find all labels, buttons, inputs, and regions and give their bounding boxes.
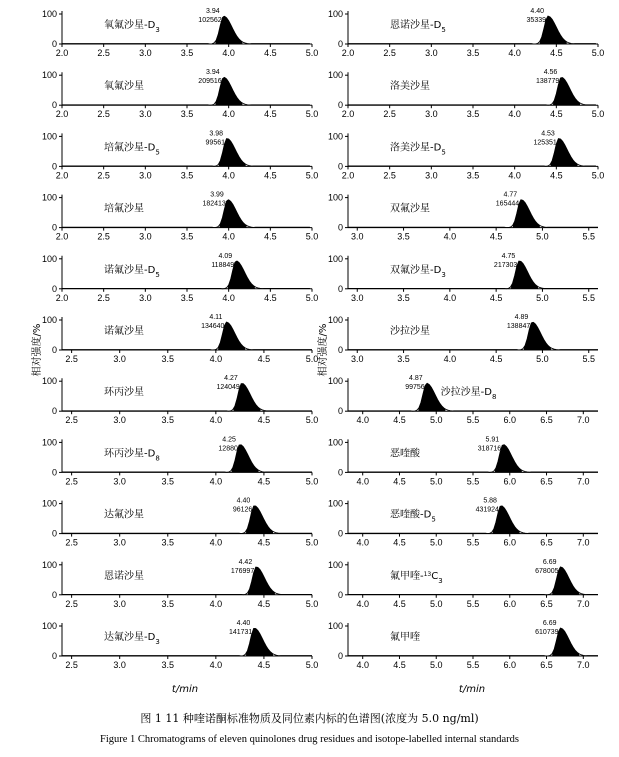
panel-right-9-peak-rt-label: 6.69 xyxy=(542,558,557,566)
panel-right-10-xtick-label: 5.5 xyxy=(466,660,480,670)
panel-right-2-peak-rt-label: 4.53 xyxy=(541,130,555,138)
panel-right-10-peak-area-label: 610739 xyxy=(535,629,559,636)
panel-left-9-peak-area-label: 176997 xyxy=(230,567,255,575)
panel-left-6-xtick-label: 4.0 xyxy=(209,415,223,426)
panel-left-5-trace xyxy=(62,322,312,350)
panel-right-9-xtick-label: 5.5 xyxy=(466,598,480,609)
panel-right-5-peak-area-label: 138847 xyxy=(506,323,531,330)
panel-left-6-peak-area-label: 124049 xyxy=(216,384,240,392)
panel-right-3-trace xyxy=(348,200,598,228)
panel-right-7-xtick-label: 7.0 xyxy=(577,476,590,487)
panel-right-1-xtick-label: 2.0 xyxy=(341,109,355,120)
panel-left-3-xtick-label: 2.5 xyxy=(97,231,110,242)
panel-left-0-ytick-label: 100 xyxy=(41,9,57,19)
panel-left-4-peak-rt-label: 4.09 xyxy=(218,252,233,260)
panel-right-9-xtick-label: 4.5 xyxy=(393,598,406,609)
panel-right-10-xtick-label: 5.0 xyxy=(429,660,443,670)
panel-left-5-xtick-label: 2.5 xyxy=(65,354,78,364)
panel-left-1-xtick-label: 2.0 xyxy=(55,109,69,120)
panel-left-0-compound-label: 氧氟沙星$-D_3$ xyxy=(104,20,160,34)
panel-right-7-xtick-label: 5.5 xyxy=(466,476,480,487)
panel-left-1-xtick-label: 3.5 xyxy=(180,109,194,120)
panel-left-7-xtick-label: 3.0 xyxy=(113,476,126,487)
panel-right-5-xtick-label: 4.5 xyxy=(489,354,503,364)
panel-left-6-xtick-label: 5.0 xyxy=(305,415,319,426)
panel-right-4-peak-area-label: 217303 xyxy=(493,261,518,269)
panel-right-2-xtick-label: 3.0 xyxy=(425,170,438,181)
panel-left-8-ytick-label: 0 xyxy=(51,528,57,539)
panel-left-1-peak-area-label: 209516 xyxy=(198,78,222,86)
panel-left-2-xtick-label: 4.5 xyxy=(264,170,277,181)
panel-left-8-xtick-label: 4.0 xyxy=(209,537,223,548)
panel-right-6-xtick-label: 6.0 xyxy=(503,415,517,426)
panel-right-1-xtick-label: 4.5 xyxy=(550,109,563,120)
panel-left-0-trace xyxy=(62,16,310,44)
panel-left-7-peak-area-label: 12880 xyxy=(218,445,238,453)
panel-right-6-ytick-label: 100 xyxy=(327,376,343,387)
panel-right-3-peak-rt-label: 4.77 xyxy=(503,191,518,199)
panel-left-2-trace xyxy=(62,139,310,167)
panel-left-7-xtick-label: 3.5 xyxy=(161,476,175,487)
panel-left-3-peak-rt-label: 3.99 xyxy=(210,191,224,199)
panel-right-1-xtick-label: 5.0 xyxy=(591,109,605,120)
panel-right-5-xtick-label: 5.5 xyxy=(582,354,595,364)
panel-left-4-trace xyxy=(62,261,310,289)
panel-right-10-xtick-label: 6.5 xyxy=(540,660,553,670)
panel-left-3-peak-area-label: 182413 xyxy=(202,200,226,208)
panel-left-7-compound-label: 环丙沙星$-D_8$ xyxy=(104,448,160,463)
panel-left-0-ytick-label: 0 xyxy=(51,39,57,49)
panel-left-10-peak-rt-label: 4.40 xyxy=(236,620,251,627)
panel-right-0-xtick-label: 5.0 xyxy=(591,48,605,58)
panel-right-8-xtick-label: 7.0 xyxy=(577,537,590,548)
panel-right-7-xtick-label: 5.0 xyxy=(429,476,443,487)
panel-left-3-xtick-label: 2.0 xyxy=(55,231,69,242)
figure-caption-chinese: 图 1 11 种喹诺酮标准物质及同位素内标的色谱图(浓度为 5.0 ng/ml) xyxy=(140,712,479,725)
panel-right-10-compound-label: 氟甲喹 xyxy=(390,632,420,643)
panel-right-0-xtick-label: 3.5 xyxy=(466,48,480,58)
panel-right-8-compound-label: 恶喹酸$-D_5$ xyxy=(390,509,436,524)
panel-left-8-peak-rt-label: 4.40 xyxy=(236,497,251,505)
panel-left-1-compound-label: 氧氟沙星 xyxy=(104,81,144,93)
panel-left-6-compound-label: 环丙沙星 xyxy=(104,387,144,399)
panel-right-8-xtick-label: 5.0 xyxy=(429,537,443,548)
panel-right-4-xtick-label: 4.0 xyxy=(443,292,457,303)
panel-right-7-xtick-label: 6.5 xyxy=(540,476,553,487)
panel-right-8-trace xyxy=(348,506,598,534)
panel-right-10-xtick-label: 4.0 xyxy=(356,660,369,670)
panel-left-10-ytick-label: 100 xyxy=(41,621,57,631)
panel-right-8-ytick-label: 100 xyxy=(327,498,343,509)
panel-left-2-ytick-label: 100 xyxy=(41,131,57,142)
panel-right-7-ytick-label: 0 xyxy=(337,467,343,478)
panel-right-9-compound-label: 氟甲喹$-^{13}C_3$ xyxy=(390,570,443,585)
panel-right-8-xtick-label: 5.5 xyxy=(466,537,480,548)
x-axis-label-left: t/min xyxy=(171,684,199,695)
panel-left-9-xtick-label: 2.5 xyxy=(65,598,78,609)
panel-right-6-xtick-label: 7.0 xyxy=(577,415,590,426)
panel-left-1-xtick-label: 4.0 xyxy=(222,109,235,120)
panel-left-8-ytick-label: 100 xyxy=(41,498,57,509)
panel-left-0-xtick-label: 5.0 xyxy=(305,48,319,58)
panel-left-6-trace xyxy=(62,384,312,411)
panel-left-2-xtick-label: 4.0 xyxy=(222,170,235,181)
panel-left-8-xtick-label: 3.5 xyxy=(161,537,175,548)
panel-right-1-peak-rt-label: 4.56 xyxy=(543,69,558,77)
panel-left-7-trace xyxy=(62,445,312,473)
panel-right-8-peak-area-label: 431924 xyxy=(475,506,499,514)
panel-right-5-ytick-label: 0 xyxy=(337,345,343,355)
panel-right-6-peak-area-label: 99756 xyxy=(405,384,425,392)
panel-left-2-xtick-label: 2.5 xyxy=(97,170,110,181)
panel-right-6-compound-label: 沙拉沙星$-D_8$ xyxy=(440,387,497,402)
panel-right-7-xtick-label: 6.0 xyxy=(503,476,517,487)
panel-left-5-peak-rt-label: 4.11 xyxy=(209,314,223,321)
panel-left-9-xtick-label: 3.0 xyxy=(113,598,126,609)
panel-left-1-peak-rt-label: 3.94 xyxy=(206,69,220,77)
panel-right-2-peak-area-label: 125351 xyxy=(533,139,557,147)
panel-left-10-xtick-label: 4.0 xyxy=(209,660,223,670)
panel-right-1-peak-area-label: 138779 xyxy=(535,78,560,86)
panel-right-7-ytick-label: 100 xyxy=(327,437,343,448)
panel-left-0-peak-rt-label: 3.94 xyxy=(206,8,220,15)
panel-left-2-peak-rt-label: 3.98 xyxy=(209,130,223,138)
panel-left-4-ytick-label: 100 xyxy=(41,253,57,264)
panel-left-1-xtick-label: 4.5 xyxy=(264,109,277,120)
panel-right-0-xtick-label: 4.5 xyxy=(550,48,563,58)
panel-left-2-xtick-label: 5.0 xyxy=(305,170,319,181)
panel-right-3-xtick-label: 5.0 xyxy=(536,231,549,242)
panel-right-0-xtick-label: 3.0 xyxy=(425,48,438,58)
panel-right-2-xtick-label: 3.5 xyxy=(466,170,480,181)
panel-left-7-xtick-label: 4.0 xyxy=(209,476,223,487)
panel-right-2-xtick-label: 4.0 xyxy=(508,170,521,181)
panel-right-9-peak-area-label: 678005 xyxy=(535,567,559,575)
panel-right-2-ytick-label: 100 xyxy=(327,131,343,142)
panel-right-1-xtick-label: 4.0 xyxy=(508,109,521,120)
panel-left-10-xtick-label: 3.0 xyxy=(113,660,126,670)
panel-right-6-xtick-label: 5.5 xyxy=(466,415,480,426)
panel-right-3-peak-area-label: 165444 xyxy=(495,200,520,208)
panel-right-6-xtick-label: 5.0 xyxy=(429,415,443,426)
panel-left-8-compound-label: 达氟沙星 xyxy=(104,509,144,521)
panel-right-5-compound-label: 沙拉沙星 xyxy=(390,326,430,337)
panel-right-5-ytick-label: 100 xyxy=(327,315,343,325)
panel-left-1-xtick-label: 5.0 xyxy=(305,109,319,120)
panel-left-9-xtick-label: 4.0 xyxy=(209,598,223,609)
y-axis-label-right: 相对强度/% xyxy=(318,323,329,377)
panel-left-4-xtick-label: 5.0 xyxy=(305,292,319,303)
panel-left-3-xtick-label: 5.0 xyxy=(305,231,319,242)
panel-left-4-xtick-label: 3.0 xyxy=(139,292,152,303)
panel-left-2-xtick-label: 2.0 xyxy=(55,170,69,181)
panel-right-1-xtick-label: 2.5 xyxy=(383,109,396,120)
panel-left-10-trace xyxy=(62,629,312,656)
panel-left-10-xtick-label: 4.5 xyxy=(257,660,271,670)
panel-right-5-peak-rt-label: 4.89 xyxy=(514,314,529,321)
panel-left-10-xtick-label: 3.5 xyxy=(161,660,175,670)
panel-right-9-xtick-label: 5.0 xyxy=(429,598,443,609)
panel-right-4-ytick-label: 100 xyxy=(327,253,343,264)
panel-left-2-xtick-label: 3.0 xyxy=(139,170,152,181)
panel-right-8-xtick-label: 6.0 xyxy=(503,537,517,548)
panel-left-10-xtick-label: 2.5 xyxy=(65,660,78,670)
panel-right-8-xtick-label: 4.0 xyxy=(356,537,369,548)
panel-left-4-xtick-label: 3.5 xyxy=(180,292,194,303)
panel-left-5-xtick-label: 4.0 xyxy=(209,354,223,364)
panel-right-9-xtick-label: 6.5 xyxy=(540,598,553,609)
panel-left-5-xtick-label: 3.5 xyxy=(161,354,175,364)
panel-right-3-ytick-label: 100 xyxy=(327,192,343,203)
panel-right-0-xtick-label: 2.0 xyxy=(341,48,355,58)
panel-left-6-xtick-label: 4.5 xyxy=(257,415,271,426)
panel-right-4-xtick-label: 5.0 xyxy=(536,292,549,303)
panel-left-8-trace xyxy=(62,506,312,533)
panel-right-6-xtick-label: 4.5 xyxy=(393,415,406,426)
panel-right-4-xtick-label: 3.0 xyxy=(351,292,364,303)
panel-left-2-ytick-label: 0 xyxy=(51,161,57,172)
panel-right-7-peak-rt-label: 5.91 xyxy=(485,436,500,444)
panel-left-3-xtick-label: 4.5 xyxy=(264,231,277,242)
panel-right-10-ytick-label: 100 xyxy=(327,621,343,631)
panel-left-8-xtick-label: 3.0 xyxy=(113,537,126,548)
panel-right-3-xtick-label: 5.5 xyxy=(582,231,595,242)
panel-left-3-compound-label: 培氟沙星 xyxy=(104,203,144,215)
panel-left-6-ytick-label: 100 xyxy=(41,376,57,387)
panel-left-3-trace xyxy=(62,200,310,228)
panel-right-3-xtick-label: 4.0 xyxy=(443,231,457,242)
panel-left-9-trace xyxy=(62,567,312,595)
panel-right-4-xtick-label: 4.5 xyxy=(489,292,503,303)
panel-left-10-xtick-label: 5.0 xyxy=(305,660,319,670)
panel-left-5-xtick-label: 3.0 xyxy=(113,354,126,364)
panel-right-10-ytick-label: 0 xyxy=(337,651,343,661)
panel-right-6-ytick-label: 0 xyxy=(337,406,343,417)
panel-left-1-xtick-label: 3.0 xyxy=(139,109,152,120)
panel-right-2-xtick-label: 2.0 xyxy=(341,170,355,181)
panel-right-4-ytick-label: 0 xyxy=(337,283,343,294)
panel-left-7-xtick-label: 4.5 xyxy=(257,476,271,487)
panel-right-1-ytick-label: 0 xyxy=(337,100,343,111)
panel-left-9-xtick-label: 4.5 xyxy=(257,598,271,609)
panel-left-8-xtick-label: 5.0 xyxy=(305,537,319,548)
panel-left-9-peak-rt-label: 4.42 xyxy=(238,558,253,566)
panel-right-5-xtick-label: 4.0 xyxy=(443,354,457,364)
panel-left-4-compound-label: 诺氟沙星$-D_5$ xyxy=(104,264,160,279)
panel-left-7-ytick-label: 100 xyxy=(41,437,57,448)
panel-left-8-xtick-label: 4.5 xyxy=(257,537,271,548)
panel-right-10-xtick-label: 4.5 xyxy=(393,660,406,670)
panel-right-7-trace xyxy=(348,445,598,473)
panel-left-0-xtick-label: 4.5 xyxy=(264,48,277,58)
panel-right-4-compound-label: 双氟沙星$-D_3$ xyxy=(390,264,446,279)
panel-left-10-compound-label: 达氟沙星$-D_3$ xyxy=(104,632,160,646)
panel-left-5-xtick-label: 5.0 xyxy=(305,354,319,364)
panel-left-0-xtick-label: 3.0 xyxy=(139,48,152,58)
panel-left-1-xtick-label: 2.5 xyxy=(97,109,110,120)
panel-right-0-xtick-label: 2.5 xyxy=(383,48,396,58)
panel-left-5-peak-area-label: 134640 xyxy=(201,323,225,330)
panel-left-10-ytick-label: 0 xyxy=(51,651,57,661)
panel-left-2-xtick-label: 3.5 xyxy=(180,170,194,181)
panel-left-5-ytick-label: 100 xyxy=(41,315,57,325)
y-axis-label-left: 相对强度/% xyxy=(32,323,43,377)
panel-right-5-xtick-label: 3.5 xyxy=(397,354,410,364)
x-axis-label-right: t/min xyxy=(458,684,486,695)
panel-left-0-peak-area-label: 102562 xyxy=(198,17,222,24)
panel-right-6-xtick-label: 4.0 xyxy=(356,415,369,426)
panel-left-6-xtick-label: 2.5 xyxy=(65,415,78,426)
panel-right-2-ytick-label: 0 xyxy=(337,161,343,172)
panel-right-5-trace xyxy=(348,322,598,350)
panel-left-3-xtick-label: 3.0 xyxy=(139,231,152,242)
panel-right-6-peak-rt-label: 4.87 xyxy=(409,375,423,383)
panel-left-1-ytick-label: 0 xyxy=(51,100,57,111)
panel-left-5-ytick-label: 0 xyxy=(51,345,57,355)
panel-right-8-ytick-label: 0 xyxy=(337,528,343,539)
panel-right-10-peak-rt-label: 6.69 xyxy=(542,620,557,627)
panel-right-2-compound-label: 洛美沙星$-D_5$ xyxy=(390,142,446,157)
panel-right-0-ytick-label: 100 xyxy=(327,9,343,19)
panel-left-10-peak-area-label: 141731 xyxy=(228,629,253,636)
panel-right-9-xtick-label: 7.0 xyxy=(577,598,590,609)
panel-right-2-xtick-label: 4.5 xyxy=(550,170,563,181)
panel-left-4-peak-area-label: 118849 xyxy=(211,261,235,269)
panel-left-5-xtick-label: 4.5 xyxy=(257,354,271,364)
panel-right-9-xtick-label: 6.0 xyxy=(503,598,517,609)
panel-left-1-ytick-label: 100 xyxy=(41,70,57,81)
panel-right-1-xtick-label: 3.5 xyxy=(466,109,480,120)
panel-left-0-xtick-label: 2.5 xyxy=(97,48,110,58)
panel-right-4-trace xyxy=(348,261,598,289)
panel-right-9-xtick-label: 4.0 xyxy=(356,598,369,609)
panel-left-3-ytick-label: 0 xyxy=(51,222,57,233)
panel-left-9-ytick-label: 0 xyxy=(51,589,57,600)
figure-caption-english: Figure 1 Chromatograms of eleven quinolones drug residues and isotope-labelled internal standards xyxy=(99,734,520,745)
panel-right-3-ytick-label: 0 xyxy=(337,222,343,233)
panel-left-7-peak-rt-label: 4.25 xyxy=(222,436,236,444)
panel-right-0-peak-area-label: 35339 xyxy=(526,17,546,24)
panel-left-4-xtick-label: 2.0 xyxy=(55,292,69,303)
panel-left-0-xtick-label: 3.5 xyxy=(180,48,194,58)
panel-right-4-peak-rt-label: 4.75 xyxy=(501,252,516,260)
panel-right-7-peak-area-label: 318716 xyxy=(477,445,502,453)
panel-right-0-ytick-label: 0 xyxy=(337,39,343,49)
panel-right-9-ytick-label: 0 xyxy=(337,589,343,600)
panel-right-1-ytick-label: 100 xyxy=(327,70,343,81)
panel-left-3-xtick-label: 3.5 xyxy=(180,231,194,242)
panel-left-5-compound-label: 诺氟沙星 xyxy=(104,326,144,337)
panel-left-9-xtick-label: 5.0 xyxy=(305,598,319,609)
panel-right-9-ytick-label: 100 xyxy=(327,559,343,570)
panel-left-8-xtick-label: 2.5 xyxy=(65,537,78,548)
panel-left-1-trace xyxy=(62,77,310,105)
panel-left-4-ytick-label: 0 xyxy=(51,283,57,294)
panel-right-7-xtick-label: 4.5 xyxy=(393,476,406,487)
panel-left-2-peak-area-label: 99561 xyxy=(205,139,225,147)
panel-right-3-xtick-label: 3.5 xyxy=(397,231,410,242)
panel-right-0-peak-rt-label: 4.40 xyxy=(530,8,544,15)
panel-right-3-compound-label: 双氟沙星 xyxy=(390,203,430,215)
panel-left-6-xtick-label: 3.0 xyxy=(113,415,126,426)
panel-right-0-xtick-label: 4.0 xyxy=(508,48,521,58)
panel-left-6-ytick-label: 0 xyxy=(51,406,57,417)
panel-right-2-xtick-label: 2.5 xyxy=(383,170,396,181)
panel-left-9-xtick-label: 3.5 xyxy=(161,598,175,609)
panel-right-7-compound-label: 恶喹酸 xyxy=(390,448,420,460)
panel-left-7-ytick-label: 0 xyxy=(51,467,57,478)
panel-left-9-ytick-label: 100 xyxy=(41,559,57,570)
panel-right-8-xtick-label: 6.5 xyxy=(540,537,553,548)
panel-left-7-xtick-label: 5.0 xyxy=(305,476,319,487)
panel-left-6-peak-rt-label: 4.27 xyxy=(224,375,238,383)
panel-right-7-xtick-label: 4.0 xyxy=(356,476,369,487)
panel-left-3-ytick-label: 100 xyxy=(41,192,57,203)
panel-right-10-xtick-label: 7.0 xyxy=(577,660,590,670)
panel-left-0-xtick-label: 2.0 xyxy=(55,48,69,58)
panel-left-4-xtick-label: 2.5 xyxy=(97,292,110,303)
panel-right-6-xtick-label: 6.5 xyxy=(540,415,553,426)
panel-left-8-peak-area-label: 96126 xyxy=(232,506,253,514)
panel-right-4-xtick-label: 5.5 xyxy=(582,292,595,303)
panel-left-3-xtick-label: 4.0 xyxy=(222,231,235,242)
panel-left-4-xtick-label: 4.5 xyxy=(264,292,277,303)
panel-right-1-compound-label: 洛美沙星 xyxy=(390,81,430,93)
panel-right-5-xtick-label: 3.0 xyxy=(351,354,364,364)
panel-left-6-xtick-label: 3.5 xyxy=(161,415,175,426)
panel-right-3-xtick-label: 4.5 xyxy=(489,231,503,242)
panel-left-4-xtick-label: 4.0 xyxy=(222,292,235,303)
panel-left-2-compound-label: 培氟沙星$-D_5$ xyxy=(104,142,160,157)
panel-right-5-xtick-label: 5.0 xyxy=(536,354,549,364)
panel-right-10-xtick-label: 6.0 xyxy=(503,660,517,670)
panel-right-0-compound-label: 恩诺沙星$-D_5$ xyxy=(390,20,446,34)
panel-right-2-xtick-label: 5.0 xyxy=(591,170,605,181)
panel-left-7-xtick-label: 2.5 xyxy=(65,476,78,487)
panel-right-8-peak-rt-label: 5.88 xyxy=(483,497,497,505)
panel-right-8-xtick-label: 4.5 xyxy=(393,537,406,548)
panel-right-4-xtick-label: 3.5 xyxy=(397,292,410,303)
panel-right-3-xtick-label: 3.0 xyxy=(351,231,364,242)
panel-left-0-xtick-label: 4.0 xyxy=(222,48,235,58)
panel-left-9-compound-label: 恩诺沙星 xyxy=(104,570,144,582)
panel-right-1-xtick-label: 3.0 xyxy=(425,109,438,120)
